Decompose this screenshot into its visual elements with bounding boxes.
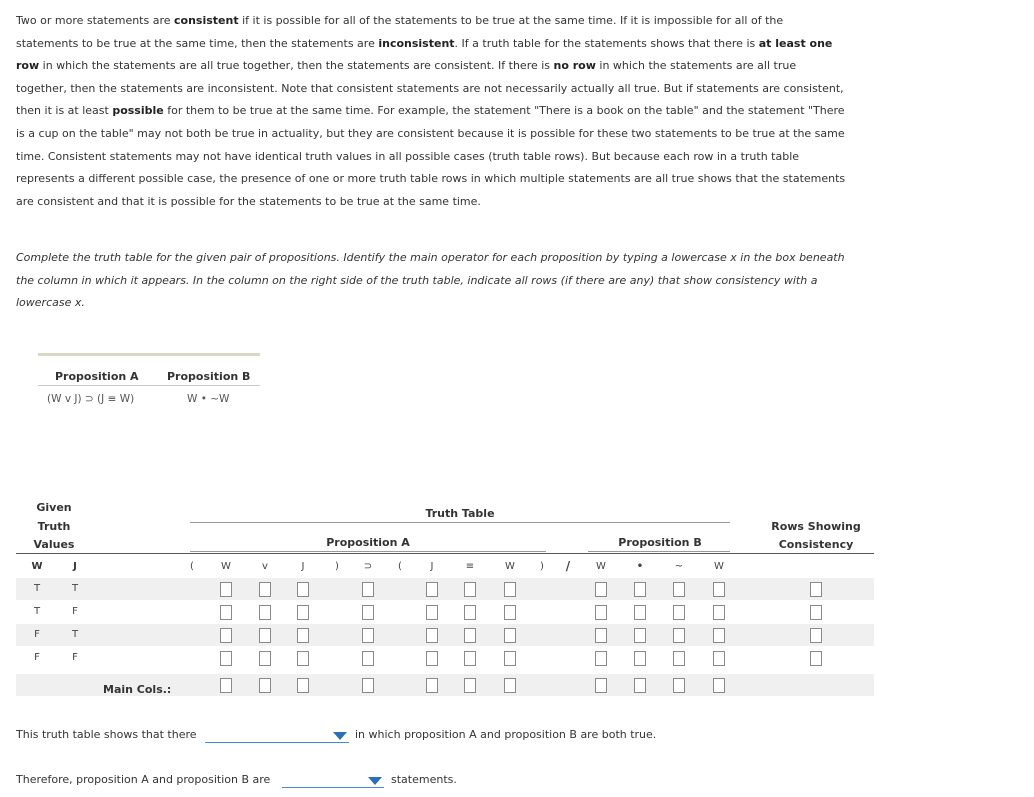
chevron-down-icon — [333, 732, 347, 740]
truth-value-input[interactable] — [595, 605, 607, 620]
truth-value-input[interactable] — [464, 651, 476, 666]
main-operator-input[interactable] — [259, 678, 271, 693]
truth-value-input[interactable] — [259, 628, 271, 643]
truth-value-input[interactable] — [464, 582, 476, 597]
truth-value-input[interactable] — [504, 605, 516, 620]
proposition-a-divider — [190, 551, 546, 552]
formula-col-header: J — [301, 561, 305, 572]
main-operator-input[interactable] — [713, 678, 725, 693]
intro-line — [16, 191, 876, 214]
truth-value-input[interactable] — [713, 628, 725, 643]
question1-after: in which proposition A and proposition B are both true. — [355, 728, 657, 741]
truth-value-input[interactable] — [634, 605, 646, 620]
title-divider — [190, 522, 730, 523]
formula-col-header: • — [636, 561, 644, 572]
instructions-paragraph — [16, 247, 876, 315]
truth-value-input[interactable] — [220, 628, 232, 643]
main-operator-input[interactable] — [504, 678, 516, 693]
proposition-b-label: Proposition B — [618, 536, 702, 549]
emphasis-text: possible — [112, 104, 164, 118]
intro-line — [16, 168, 876, 191]
given-value: F — [72, 606, 78, 617]
given-value: F — [34, 629, 40, 640]
proposition-b-formula: W • ~W — [187, 393, 230, 405]
body-text: for them to be true at the same time. For example, the statement "There is a book on the table" and the statement "There — [163, 104, 845, 118]
truth-value-input[interactable] — [220, 651, 232, 666]
truth-value-input[interactable] — [595, 582, 607, 597]
truth-value-input[interactable] — [713, 582, 725, 597]
given-header-line: Values — [33, 538, 75, 551]
truth-value-input[interactable] — [595, 651, 607, 666]
proposition-b-header: Proposition B — [167, 370, 251, 383]
body-text: statements to be true at the same time, then the statements are — [16, 36, 379, 50]
body-text: . If a truth table for the statements shows that there is — [454, 36, 759, 50]
formula-col-header: W — [505, 561, 515, 572]
formula-col-header: ( — [190, 561, 194, 572]
main-operator-input[interactable] — [362, 678, 374, 693]
emphasis-text: row — [16, 59, 40, 73]
body-text: together, then the statements are inconsistent. Note that consistent statements are not necessarily actually all true. But if statements are consistent, — [16, 81, 844, 95]
truth-value-input[interactable] — [362, 605, 374, 620]
truth-table-title: Truth Table — [425, 507, 495, 520]
formula-col-header: ~ — [674, 561, 684, 572]
emphasis-text: no row — [553, 59, 596, 73]
proposition-a-formula: (W v J) ⊃ (J ≡ W) — [47, 393, 135, 405]
body-text: are consistent and that it is possible for the statements to be true at the same time. — [16, 194, 481, 208]
truth-value-input[interactable] — [673, 628, 685, 643]
truth-value-input[interactable] — [464, 628, 476, 643]
truth-value-input[interactable] — [297, 628, 309, 643]
given-value: F — [34, 652, 40, 663]
truth-value-input[interactable] — [673, 605, 685, 620]
given-value: T — [71, 583, 79, 594]
formula-col-header: ≡ — [465, 561, 475, 572]
truth-value-input[interactable] — [673, 651, 685, 666]
formula-col-header: ) — [335, 561, 339, 572]
question2-after: statements. — [391, 773, 457, 786]
body-text: represents a different possible case, the presence of one or more truth table rows in which multiple statements are all true shows that the statements — [16, 172, 846, 186]
truth-value-input[interactable] — [595, 628, 607, 643]
proposition-b-divider — [588, 551, 730, 552]
formula-col-header: ⊃ — [363, 561, 373, 572]
formula-col-header: ) — [540, 561, 544, 572]
rows-showing-consistency-header — [760, 518, 872, 554]
proposition-a-label: Proposition A — [326, 536, 410, 549]
body-text: in which the statements are all true — [595, 59, 797, 73]
intro-line — [16, 55, 876, 78]
consistency-checkbox[interactable] — [810, 651, 822, 666]
formula-col-header: / — [565, 559, 571, 573]
truth-value-input[interactable] — [297, 582, 309, 597]
question1-dropdown[interactable] — [205, 728, 349, 743]
intro-line — [16, 123, 876, 146]
proposition-a-header: Proposition A — [55, 370, 139, 383]
divider — [38, 385, 260, 386]
given-truth-values-header — [26, 499, 82, 555]
truth-value-input[interactable] — [259, 651, 271, 666]
intro-line — [16, 146, 876, 169]
consistency-checkbox[interactable] — [810, 605, 822, 620]
truth-value-input[interactable] — [426, 628, 438, 643]
given-header-line: Given — [36, 501, 72, 514]
given-col-header: W — [31, 561, 43, 572]
given-value: T — [71, 629, 79, 640]
emphasis-text: at least one — [758, 36, 833, 50]
table-row — [16, 624, 874, 646]
truth-value-input[interactable] — [426, 605, 438, 620]
intro-line — [16, 33, 876, 56]
given-value: T — [33, 583, 41, 594]
truth-value-input[interactable] — [504, 628, 516, 643]
question2-before: Therefore, proposition A and proposition B are — [16, 773, 271, 786]
intro-line — [16, 10, 876, 33]
main-cols-label: Main Cols.: — [103, 683, 172, 696]
body-text: then it is at least — [16, 104, 113, 118]
truth-value-input[interactable] — [634, 582, 646, 597]
truth-value-input[interactable] — [634, 628, 646, 643]
main-operator-input[interactable] — [426, 678, 438, 693]
table-row — [16, 647, 874, 669]
truth-value-input[interactable] — [259, 605, 271, 620]
question2-dropdown[interactable] — [282, 773, 384, 788]
truth-value-input[interactable] — [426, 651, 438, 666]
consistency-checkbox[interactable] — [810, 628, 822, 643]
instruction-line: Complete the truth table for the given pair of propositions. Identify the main operator for each proposition by typing a lowercase x in the box beneath — [16, 251, 845, 264]
chevron-down-icon — [368, 777, 382, 785]
truth-value-input[interactable] — [220, 605, 232, 620]
truth-value-input[interactable] — [220, 582, 232, 597]
formula-col-header: W — [714, 561, 724, 572]
table-row — [16, 578, 874, 600]
truth-value-input[interactable] — [673, 582, 685, 597]
truth-value-input[interactable] — [362, 582, 374, 597]
given-value: T — [33, 606, 41, 617]
given-col-header: J — [73, 561, 77, 572]
truth-value-input[interactable] — [259, 582, 271, 597]
emphasis-text: inconsistent — [378, 36, 455, 50]
formula-col-header: ( — [398, 561, 402, 572]
table-row — [16, 601, 874, 623]
main-operator-input[interactable] — [220, 678, 232, 693]
truth-value-input[interactable] — [464, 605, 476, 620]
consistency-checkbox[interactable] — [810, 582, 822, 597]
truth-value-input[interactable] — [362, 628, 374, 643]
body-text: if it is possible for all of the statements to be true at the same time. If it is impossible for all of the — [238, 14, 784, 27]
instruction-line: lowercase x. — [16, 296, 85, 310]
main-operator-input[interactable] — [634, 678, 646, 693]
emphasis-text: consistent — [174, 14, 239, 27]
intro-line — [16, 100, 876, 123]
truth-value-input[interactable] — [713, 605, 725, 620]
main-operator-input[interactable] — [297, 678, 309, 693]
body-text: in which the statements are all true together, then the statements are consistent. If there is — [39, 59, 554, 73]
instruction-line: the column in which it appears. In the column on the right side of the truth table, indicate all rows (if there are any) that show consistency with a — [16, 273, 818, 287]
truth-value-input[interactable] — [297, 605, 309, 620]
body-text: Two or more statements are — [16, 14, 175, 27]
intro-line — [16, 78, 876, 101]
main-operator-input[interactable] — [673, 678, 685, 693]
formula-col-header: J — [430, 561, 434, 572]
truth-value-input[interactable] — [504, 582, 516, 597]
header-rule — [16, 553, 874, 554]
intro-paragraph — [16, 10, 876, 213]
body-text: is a cup on the table" may not both be true in actuality, but they are consistent because it is possible for these two statements to be true at the same — [16, 126, 845, 140]
consistency-header-line: Rows Showing — [771, 520, 861, 533]
propositions-table — [38, 353, 260, 406]
body-text: time. Consistent statements may not have identical truth values in all possible cases (truth table rows). But because each row in a truth table — [16, 149, 800, 163]
given-header-line: Truth — [37, 519, 71, 533]
truth-value-input[interactable] — [297, 651, 309, 666]
truth-value-input[interactable] — [634, 651, 646, 666]
question1-before: This truth table shows that there — [16, 728, 197, 741]
truth-value-input[interactable] — [362, 651, 374, 666]
main-operator-input[interactable] — [464, 678, 476, 693]
truth-value-input[interactable] — [504, 651, 516, 666]
truth-value-input[interactable] — [713, 651, 725, 666]
given-value: F — [72, 652, 78, 663]
formula-col-header: W — [221, 561, 231, 572]
main-operator-input[interactable] — [595, 678, 607, 693]
formula-col-header: v — [262, 561, 268, 572]
truth-value-input[interactable] — [426, 582, 438, 597]
formula-col-header: W — [596, 561, 606, 572]
consistency-header-line: Consistency — [778, 538, 854, 551]
